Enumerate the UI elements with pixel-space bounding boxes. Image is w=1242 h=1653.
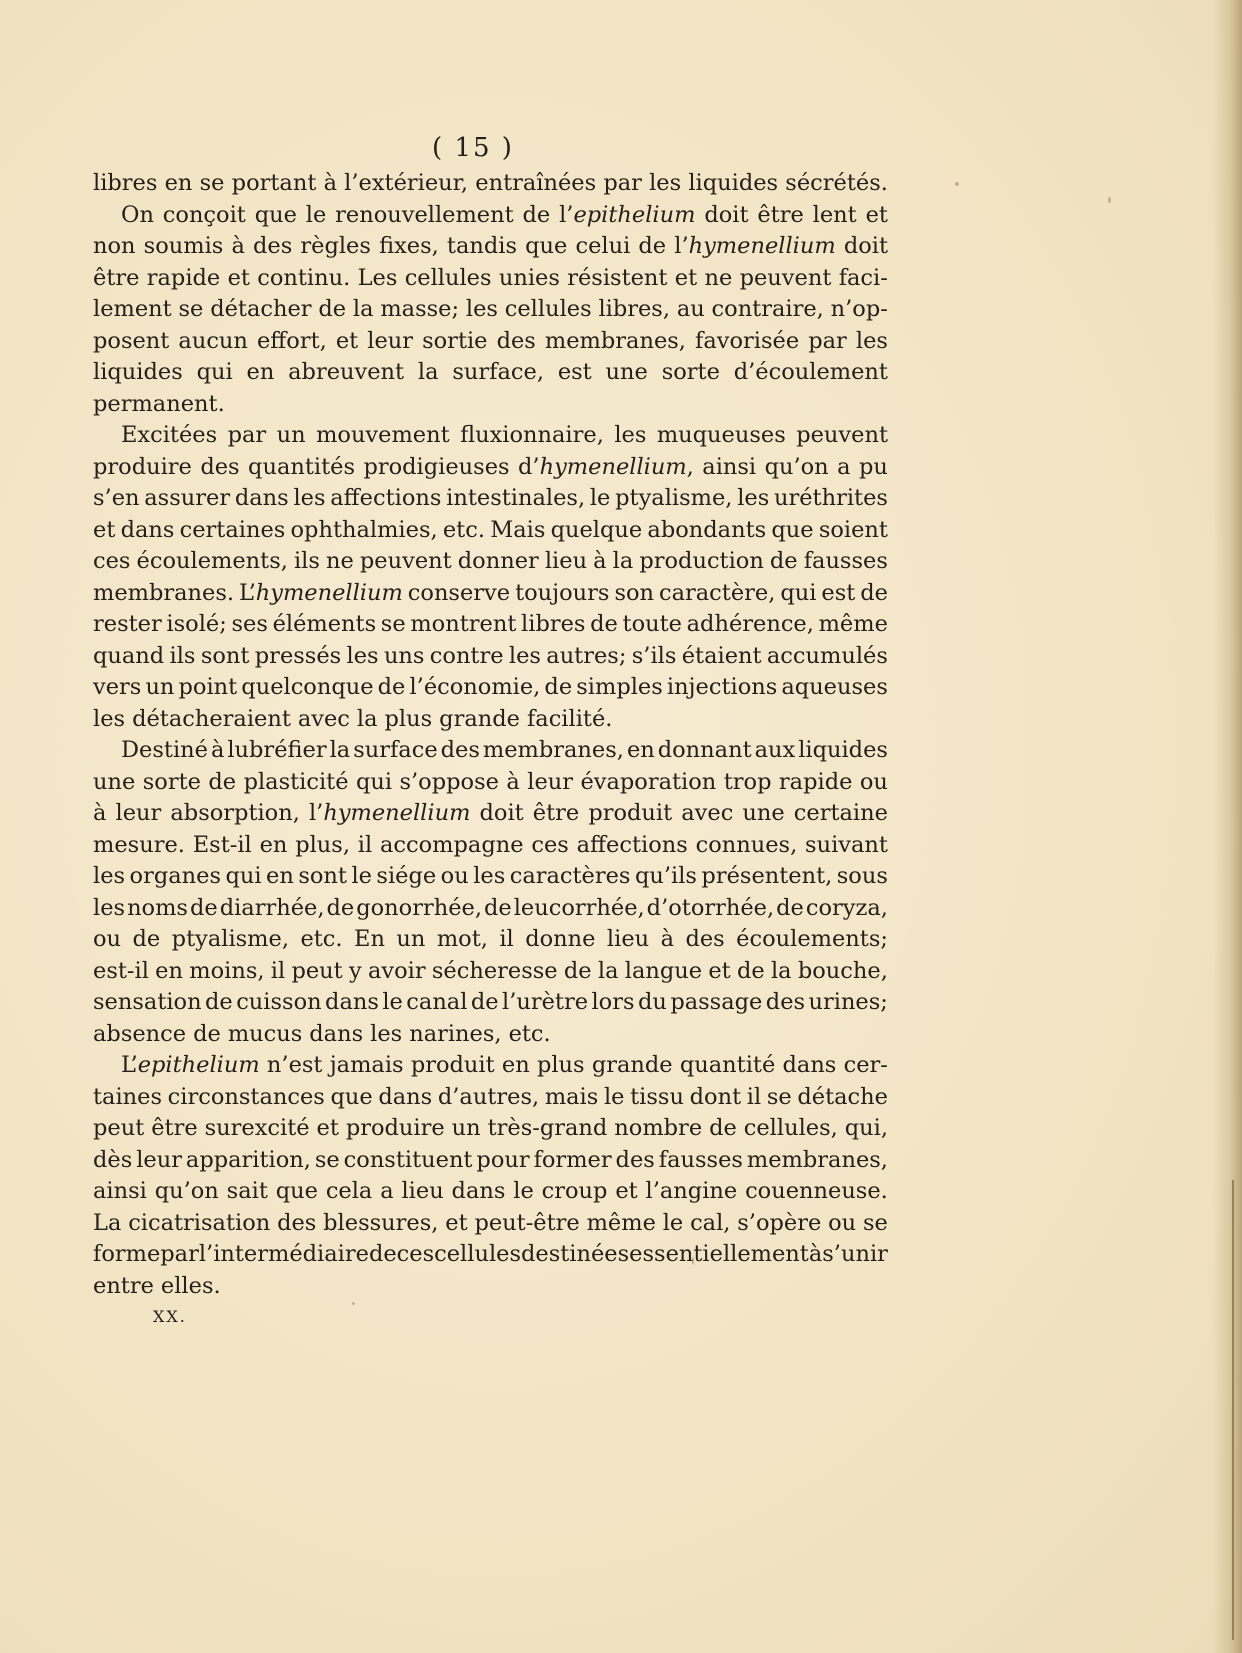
text-line: Excitées par un mouvement fluxionnaire, les muqueuses peuvent: [121, 422, 888, 448]
text-line: quand ils sont pressés les uns contre les autres; s’ils étaient accumulés: [93, 642, 888, 669]
text-line: s’en assurer dans les affections intestinales, le ptyalisme, les uréthrites: [93, 485, 888, 511]
text-line: une sorte de plasticité qui s’oppose à leur évaporation trop rapide ou: [93, 768, 888, 795]
text-line: sensation de cuisson dans le canal de l’urètre lors du passage des urines;: [93, 989, 888, 1015]
text-line: et dans certaines ophthalmies, etc. Mais quelque abondants que soient: [93, 516, 888, 543]
text-line: ainsi qu’on sait que cela a lieu dans le croup et l’angine couenneuse.: [93, 1178, 888, 1204]
text-line: On conçoit que le renouvellement de l’epithelium doit être lent et: [121, 201, 888, 228]
text-line: mesure. Est-il en plus, il accompagne ces affections connues, suivant: [93, 831, 888, 858]
page-text: [93, 128, 893, 1330]
paper-speck: [1108, 197, 1111, 203]
text-line: est-il en moins, il peut y avoir sécheresse de la langue et de la bouche,: [93, 957, 888, 984]
text-line: non soumis à des règles fixes, tandis que celui de l’hymenellium doit: [93, 233, 888, 259]
text-line: L’epithelium n’est jamais produit en plus grande quantité dans cer-: [121, 1052, 888, 1078]
text-line: lement se détacher de la masse; les cellules libres, au contraire, n’op-: [93, 296, 888, 322]
text-line: taines circonstances que dans d’autres, mais le tissu dont il se détache: [93, 1083, 888, 1110]
text-line: vers un point quelconque de l’économie, de simples injections aqueuses: [93, 674, 888, 700]
text-line: ou de ptyalisme, etc. En un mot, il donne lieu à des écoulements;: [93, 926, 888, 952]
text-line: permanent.: [93, 390, 225, 417]
text-line: les noms de diarrhée, de gonorrhée, de leucorrhée, d’otorrhée, de coryza,: [93, 894, 888, 921]
text-line: les détacheraient avec la plus grande facilité.: [93, 705, 613, 732]
text-line: libres en se portant à l’extérieur, entraînées par les liquides sécrétés.: [93, 170, 888, 196]
text-line: rester isolé; ses éléments se montrent libres de toute adhérence, même: [93, 611, 888, 637]
text-line: absence de mucus dans les narines, etc.: [93, 1020, 551, 1047]
text-line: dès leur apparition, se constituent pour former des fausses membranes,: [93, 1146, 888, 1173]
text-line: à leur absorption, l’hymenellium doit être produit avec une certaine: [93, 800, 888, 826]
text-line: être rapide et continu. Les cellules unies résistent et ne peuvent faci-: [93, 264, 888, 291]
text-line: peut être surexcité et produire un très-grand nombre de cellules, qui,: [93, 1115, 888, 1141]
text-line: forme par l’intermédiaire de ces cellules destinées essentiellement à s’unir: [93, 1241, 888, 1267]
text-line: Destiné à lubréfier la surface des membranes, en donnant aux liquides: [121, 737, 888, 763]
body-text: [93, 168, 893, 1302]
page-number: ( 15 ): [432, 133, 514, 163]
text-line: liquides qui en abreuvent la surface, est une sorte d’écoulement: [93, 359, 888, 385]
binding-line: [1232, 1180, 1234, 1640]
text-line: ces écoulements, ils ne peuvent donner lieu à la production de fausses: [93, 548, 888, 574]
text-line: La cicatrisation des blessures, et peut-être même le cal, s’opère ou se: [93, 1209, 888, 1236]
text-line: les organes qui en sont le siége ou les caractères qu’ils présentent, sous: [93, 863, 888, 889]
paper-speck: [955, 182, 959, 186]
text-line: membranes. L’hymenellium conserve toujours son caractère, qui est de: [93, 579, 888, 606]
text-line: entre elles.: [93, 1272, 221, 1299]
text-line: posent aucun effort, et leur sortie des membranes, favorisée par les: [93, 327, 888, 354]
page-edge-shadow: [1212, 0, 1242, 1653]
text-line: produire des quantités prodigieuses d’hymenellium, ainsi qu’on a pu: [93, 453, 888, 480]
signature-mark: XX.: [153, 1307, 187, 1326]
